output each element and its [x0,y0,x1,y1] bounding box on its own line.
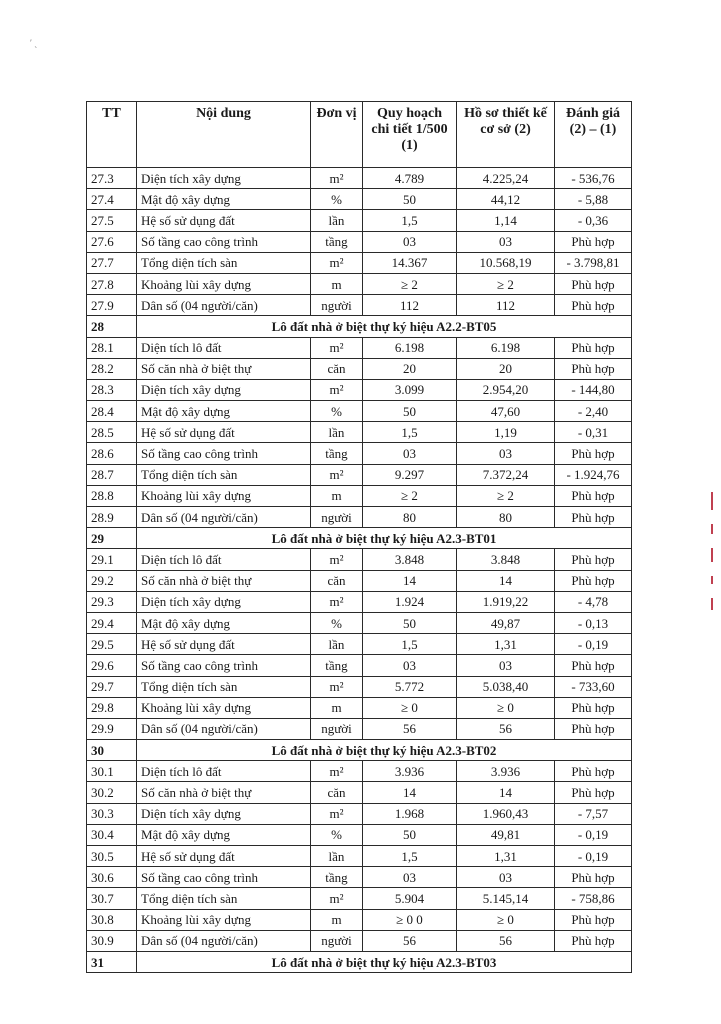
cell-quy-hoach: 1,5 [363,210,457,231]
cell-don-vi: m² [311,379,363,400]
cell-noi-dung: Hệ số sử dụng đất [137,210,311,231]
cell-quy-hoach: 14 [363,782,457,803]
section-row [87,951,632,972]
cell-danh-gia: Phù hợp [555,358,632,379]
cell-noi-dung: Tổng diện tích sàn [137,252,311,273]
cell-tt: 30.1 [87,761,137,782]
comparison-table [86,101,632,973]
cell-danh-gia: - 0,13 [555,612,632,633]
header-tt: TT [87,102,137,168]
cell-don-vi: lần [311,846,363,867]
cell-quy-hoach: 3.936 [363,761,457,782]
cell-danh-gia: - 0,36 [555,210,632,231]
table-row [87,761,632,782]
cell-ho-so: 44,12 [457,189,555,210]
cell-ho-so: 14 [457,782,555,803]
cell-don-vi: người [311,295,363,316]
cell-noi-dung: Dân số (04 người/căn) [137,507,311,528]
section-title: Lô đất nhà ở biệt thự ký hiệu A2.3-BT01 [137,528,632,549]
cell-quy-hoach: 20 [363,358,457,379]
table-row [87,337,632,358]
cell-tt: 27.4 [87,189,137,210]
cell-noi-dung: Số căn nhà ở biệt thự [137,570,311,591]
cell-don-vi: người [311,507,363,528]
cell-ho-so: 1,31 [457,846,555,867]
cell-ho-so: ≥ 0 [457,697,555,718]
cell-quy-hoach: ≥ 2 [363,485,457,506]
cell-quy-hoach: 14.367 [363,252,457,273]
cell-danh-gia: - 5,88 [555,189,632,210]
cell-danh-gia: Phù hợp [555,570,632,591]
cell-danh-gia: - 0,19 [555,846,632,867]
margin-mark [709,492,715,652]
header-ho-so: Hồ sơ thiết kế cơ sở (2) [457,102,555,168]
cell-tt: 28.6 [87,443,137,464]
header-noi-dung: Nội dung [137,102,311,168]
cell-noi-dung: Mật độ xây dựng [137,612,311,633]
table-row [87,231,632,252]
cell-don-vi: căn [311,570,363,591]
cell-quy-hoach: 50 [363,824,457,845]
header-danh-gia: Đánh giá (2) – (1) [555,102,632,168]
cell-quy-hoach: 56 [363,718,457,739]
cell-ho-so: 3.848 [457,549,555,570]
cell-noi-dung: Tổng diện tích sàn [137,888,311,909]
cell-tt: 27.9 [87,295,137,316]
cell-quy-hoach: 1.924 [363,591,457,612]
table-body [87,168,632,973]
section-row [87,528,632,549]
cell-noi-dung: Số tầng cao công trình [137,655,311,676]
cell-danh-gia: Phù hợp [555,655,632,676]
cell-tt: 27.8 [87,273,137,294]
cell-don-vi: tầng [311,655,363,676]
cell-don-vi: người [311,718,363,739]
cell-tt: 28.7 [87,464,137,485]
cell-danh-gia: - 4,78 [555,591,632,612]
section-number: 31 [87,951,137,972]
cell-tt: 29.9 [87,718,137,739]
cell-danh-gia: Phù hợp [555,295,632,316]
cell-don-vi: m² [311,464,363,485]
cell-tt: 30.3 [87,803,137,824]
header-quy-hoach: Quy hoạch chi tiết 1/500 (1) [363,102,457,168]
cell-noi-dung: Mật độ xây dựng [137,824,311,845]
cell-noi-dung: Số căn nhà ở biệt thự [137,782,311,803]
cell-ho-so: ≥ 2 [457,485,555,506]
cell-tt: 30.4 [87,824,137,845]
cell-danh-gia: - 758,86 [555,888,632,909]
cell-danh-gia: Phù hợp [555,443,632,464]
cell-ho-so: 14 [457,570,555,591]
cell-tt: 30.9 [87,930,137,951]
table-row [87,485,632,506]
cell-ho-so: 1,14 [457,210,555,231]
cell-noi-dung: Số căn nhà ở biệt thự [137,358,311,379]
cell-don-vi: tầng [311,443,363,464]
table-row [87,867,632,888]
cell-ho-so: 7.372,24 [457,464,555,485]
cell-noi-dung: Diện tích xây dựng [137,379,311,400]
cell-danh-gia: - 733,60 [555,676,632,697]
cell-tt: 28.1 [87,337,137,358]
cell-tt: 30.6 [87,867,137,888]
cell-danh-gia: Phù hợp [555,761,632,782]
table-row [87,697,632,718]
cell-danh-gia: - 536,76 [555,168,632,189]
cell-ho-so: 03 [457,443,555,464]
section-number: 29 [87,528,137,549]
cell-quy-hoach: 3.099 [363,379,457,400]
cell-noi-dung: Dân số (04 người/căn) [137,295,311,316]
cell-danh-gia: Phù hợp [555,549,632,570]
cell-don-vi: % [311,401,363,422]
cell-noi-dung: Dân số (04 người/căn) [137,718,311,739]
cell-noi-dung: Khoảng lùi xây dựng [137,697,311,718]
cell-noi-dung: Số tầng cao công trình [137,867,311,888]
cell-danh-gia: Phù hợp [555,507,632,528]
table-row [87,295,632,316]
cell-danh-gia: - 2,40 [555,401,632,422]
cell-noi-dung: Số tầng cao công trình [137,231,311,252]
cell-tt: 27.5 [87,210,137,231]
cell-danh-gia: Phù hợp [555,930,632,951]
cell-tt: 30.5 [87,846,137,867]
cell-ho-so: 112 [457,295,555,316]
cell-quy-hoach: 50 [363,189,457,210]
cell-noi-dung: Mật độ xây dựng [137,401,311,422]
table-row [87,591,632,612]
cell-quy-hoach: 50 [363,401,457,422]
cell-danh-gia: Phù hợp [555,231,632,252]
cell-quy-hoach: 03 [363,443,457,464]
cell-don-vi: m² [311,337,363,358]
cell-ho-so: 3.936 [457,761,555,782]
cell-ho-so: 49,87 [457,612,555,633]
cell-quy-hoach: 03 [363,231,457,252]
table-row [87,655,632,676]
cell-don-vi: m [311,273,363,294]
table-row [87,358,632,379]
table-row [87,570,632,591]
cell-ho-so: 56 [457,718,555,739]
cell-tt: 29.2 [87,570,137,591]
cell-ho-so: 5.145,14 [457,888,555,909]
cell-noi-dung: Khoảng lùi xây dựng [137,909,311,930]
cell-ho-so: 10.568,19 [457,252,555,273]
cell-ho-so: 2.954,20 [457,379,555,400]
table-row [87,168,632,189]
cell-tt: 28.2 [87,358,137,379]
cell-tt: 29.6 [87,655,137,676]
cell-don-vi: m² [311,761,363,782]
table-row [87,612,632,633]
table-row [87,189,632,210]
cell-danh-gia: - 1.924,76 [555,464,632,485]
table-row [87,676,632,697]
cell-tt: 29.7 [87,676,137,697]
cell-don-vi: m [311,697,363,718]
cell-noi-dung: Hệ số sử dụng đất [137,634,311,655]
cell-ho-so: 56 [457,930,555,951]
cell-tt: 30.8 [87,909,137,930]
cell-quy-hoach: 1,5 [363,634,457,655]
section-number: 28 [87,316,137,337]
cell-quy-hoach: 56 [363,930,457,951]
cell-don-vi: m [311,485,363,506]
table-row [87,930,632,951]
cell-don-vi: tầng [311,867,363,888]
cell-quy-hoach: ≥ 0 [363,697,457,718]
cell-quy-hoach: 1,5 [363,846,457,867]
cell-don-vi: m² [311,888,363,909]
cell-noi-dung: Diện tích xây dựng [137,803,311,824]
cell-tt: 29.4 [87,612,137,633]
cell-ho-so: 03 [457,231,555,252]
cell-noi-dung: Dân số (04 người/căn) [137,930,311,951]
cell-don-vi: tầng [311,231,363,252]
cell-tt: 28.4 [87,401,137,422]
cell-noi-dung: Diện tích lô đất [137,761,311,782]
table-row [87,464,632,485]
cell-don-vi: m² [311,591,363,612]
cell-tt: 28.3 [87,379,137,400]
cell-danh-gia: - 7,57 [555,803,632,824]
cell-tt: 28.8 [87,485,137,506]
table-row [87,507,632,528]
section-title: Lô đất nhà ở biệt thự ký hiệu A2.2-BT05 [137,316,632,337]
cell-noi-dung: Khoảng lùi xây dựng [137,485,311,506]
cell-ho-so: 5.038,40 [457,676,555,697]
cell-quy-hoach: 112 [363,295,457,316]
section-row [87,740,632,761]
cell-noi-dung: Diện tích lô đất [137,549,311,570]
cell-don-vi: căn [311,782,363,803]
cell-tt: 29.1 [87,549,137,570]
table-row [87,782,632,803]
cell-don-vi: m [311,909,363,930]
cell-quy-hoach: ≥ 2 [363,273,457,294]
cell-don-vi: % [311,189,363,210]
cell-don-vi: m² [311,168,363,189]
cell-noi-dung: Hệ số sử dụng đất [137,846,311,867]
cell-don-vi: m² [311,676,363,697]
cell-danh-gia: - 0,31 [555,422,632,443]
table-row [87,846,632,867]
cell-ho-so: 1.960,43 [457,803,555,824]
cell-quy-hoach: 1.968 [363,803,457,824]
cell-ho-so: 49,81 [457,824,555,845]
section-title: Lô đất nhà ở biệt thự ký hiệu A2.3-BT02 [137,740,632,761]
cell-noi-dung: Khoảng lùi xây dựng [137,273,311,294]
cell-ho-so: ≥ 2 [457,273,555,294]
cell-danh-gia: Phù hợp [555,782,632,803]
table-row [87,273,632,294]
section-title: Lô đất nhà ở biệt thự ký hiệu A2.3-BT03 [137,951,632,972]
cell-don-vi: m² [311,252,363,273]
cell-danh-gia: Phù hợp [555,337,632,358]
cell-tt: 27.3 [87,168,137,189]
cell-ho-so: 80 [457,507,555,528]
table-row [87,252,632,273]
cell-danh-gia: Phù hợp [555,697,632,718]
scan-speck: ′ ˏ [30,38,38,48]
cell-quy-hoach: 3.848 [363,549,457,570]
cell-don-vi: căn [311,358,363,379]
cell-danh-gia: - 144,80 [555,379,632,400]
cell-quy-hoach: ≥ 0 0 [363,909,457,930]
cell-tt: 27.7 [87,252,137,273]
cell-tt: 30.2 [87,782,137,803]
table-row [87,888,632,909]
cell-noi-dung: Diện tích xây dựng [137,591,311,612]
cell-noi-dung: Mật độ xây dựng [137,189,311,210]
section-row [87,316,632,337]
cell-tt: 29.3 [87,591,137,612]
cell-ho-so: 03 [457,867,555,888]
header-don-vi: Đơn vị [311,102,363,168]
cell-danh-gia: - 3.798,81 [555,252,632,273]
cell-danh-gia: Phù hợp [555,485,632,506]
cell-ho-so: ≥ 0 [457,909,555,930]
table-header-row [87,102,632,168]
cell-tt: 29.8 [87,697,137,718]
cell-quy-hoach: 50 [363,612,457,633]
cell-don-vi: m² [311,803,363,824]
table-row [87,634,632,655]
cell-don-vi: % [311,824,363,845]
cell-ho-so: 6.198 [457,337,555,358]
cell-quy-hoach: 6.198 [363,337,457,358]
cell-tt: 28.9 [87,507,137,528]
table-row [87,379,632,400]
cell-danh-gia: Phù hợp [555,273,632,294]
table-row [87,422,632,443]
cell-danh-gia: - 0,19 [555,824,632,845]
cell-tt: 29.5 [87,634,137,655]
section-number: 30 [87,740,137,761]
cell-ho-so: 03 [457,655,555,676]
cell-noi-dung: Hệ số sử dụng đất [137,422,311,443]
cell-quy-hoach: 03 [363,655,457,676]
table-row [87,549,632,570]
table-row [87,443,632,464]
table-row [87,401,632,422]
table-row [87,803,632,824]
cell-tt: 30.7 [87,888,137,909]
cell-ho-so: 4.225,24 [457,168,555,189]
cell-noi-dung: Tổng diện tích sàn [137,676,311,697]
cell-danh-gia: - 0,19 [555,634,632,655]
cell-quy-hoach: 9.297 [363,464,457,485]
cell-tt: 28.5 [87,422,137,443]
cell-don-vi: % [311,612,363,633]
cell-ho-so: 1.919,22 [457,591,555,612]
cell-quy-hoach: 5.772 [363,676,457,697]
cell-don-vi: m² [311,549,363,570]
table-row [87,718,632,739]
cell-ho-so: 20 [457,358,555,379]
cell-don-vi: lần [311,210,363,231]
cell-danh-gia: Phù hợp [555,909,632,930]
cell-ho-so: 1,31 [457,634,555,655]
cell-danh-gia: Phù hợp [555,867,632,888]
cell-ho-so: 1,19 [457,422,555,443]
cell-tt: 27.6 [87,231,137,252]
cell-noi-dung: Diện tích lô đất [137,337,311,358]
cell-noi-dung: Số tầng cao công trình [137,443,311,464]
cell-noi-dung: Tổng diện tích sàn [137,464,311,485]
cell-don-vi: người [311,930,363,951]
table-row [87,210,632,231]
cell-quy-hoach: 5.904 [363,888,457,909]
cell-danh-gia: Phù hợp [555,718,632,739]
cell-quy-hoach: 1,5 [363,422,457,443]
table-row [87,824,632,845]
cell-quy-hoach: 03 [363,867,457,888]
cell-ho-so: 47,60 [457,401,555,422]
cell-quy-hoach: 80 [363,507,457,528]
table-row [87,909,632,930]
cell-quy-hoach: 4.789 [363,168,457,189]
cell-quy-hoach: 14 [363,570,457,591]
cell-noi-dung: Diện tích xây dựng [137,168,311,189]
cell-don-vi: lần [311,634,363,655]
cell-don-vi: lần [311,422,363,443]
